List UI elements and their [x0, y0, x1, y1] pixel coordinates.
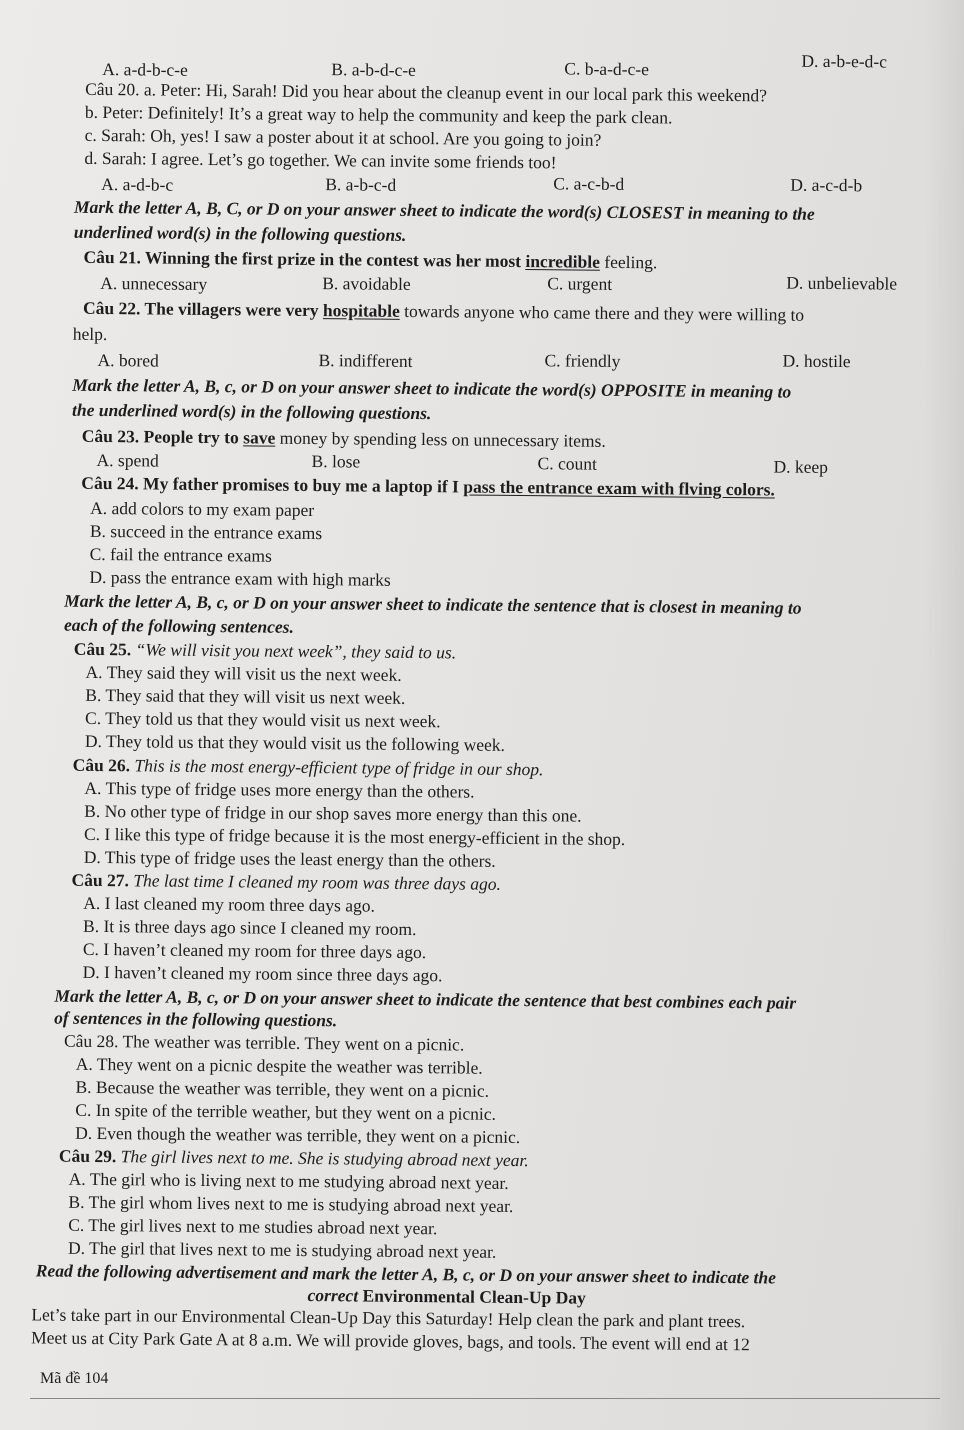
q23-option-b: B. lose — [311, 451, 361, 472]
q21-underlined: incredible — [525, 251, 601, 272]
q29-label: Câu 29. — [58, 1145, 121, 1167]
q20-option-c: C. a-c-b-d — [553, 173, 625, 194]
q28-option-c: C. In spite of the terrible weather, but they went on a picnic. — [75, 1099, 497, 1124]
q20-option-b: B. a-b-c-d — [325, 174, 397, 195]
q22-option-c: C. friendly — [544, 350, 621, 371]
q20-option-d: D. a-c-d-b — [790, 174, 863, 196]
q24-text: Câu 24. My father promises to buy me a laptop if I — [81, 472, 464, 497]
q26-sentence: This is the most energy-efficient type of fridge in our shop. — [134, 755, 544, 780]
q27-stem — [71, 870, 501, 894]
q25-sentence: “We will visit you next week”, they said to us. — [135, 639, 457, 663]
q20-stem: Câu 20. a. Peter: Hi, Sarah! Did you hear about the cleanup event in our local park this weekend? — [85, 78, 768, 106]
page-edge-shadow — [924, 0, 964, 1430]
q24-option-c: C. fail the entrance exams — [89, 543, 272, 566]
q22-option-b: B. indifferent — [318, 350, 413, 371]
q29-sentence: The girl lives next to me. She is studying abroad next year. — [120, 1146, 529, 1171]
q29-option-a: A. The girl who is living next to me studying abroad next year. — [68, 1168, 509, 1193]
q22-text: Câu 22. The villagers were very — [82, 297, 324, 321]
q20-line-b: b. Peter: Definitely! It’s a great way to help the community and keep the park clean. — [84, 101, 673, 128]
q19-option-c: C. b-a-d-c-e — [564, 58, 650, 80]
q22-stem — [83, 298, 804, 325]
q22-option-d: D. hostile — [782, 350, 851, 372]
q26-option-a: A. This type of fridge uses more energy than the others. — [84, 777, 475, 802]
q25-option-c: C. They told us that they would visit us next week. — [85, 707, 441, 732]
q21-option-a: A. unnecessary — [100, 272, 208, 295]
ad-title: Environmental Clean-Up Day — [362, 1285, 586, 1308]
q23-underlined: save — [243, 427, 276, 448]
q28-stem: Câu 28. The weather was terrible. They went on a picnic. — [63, 1030, 465, 1055]
q29-option-b: B. The girl whom lives next to me is studying abroad next year. — [68, 1191, 514, 1216]
reading-correct-word: correct — [307, 1285, 359, 1306]
q20-option-a: A. a-d-b-c — [101, 173, 174, 195]
q21-option-c: C. urgent — [547, 273, 613, 294]
q26-label: Câu 26. — [72, 754, 135, 776]
instruction-combine-line1: Mark the letter A, B, c, or D on your answer sheet to indicate the sentence that best combines each pair — [54, 985, 797, 1013]
q27-option-c: C. I haven’t cleaned my room for three days ago. — [82, 938, 427, 963]
ad-paragraph-line1: Let’s take part in our Environmental Clean-Up Day this Saturday! Help clean the park and plant trees. — [31, 1304, 746, 1332]
q19-option-a: A. a-d-b-c-e — [102, 58, 188, 80]
q28-option-b: B. Because the weather was terrible, they went on a picnic. — [75, 1076, 490, 1101]
q22-option-a: A. bored — [97, 349, 159, 371]
q27-option-a: A. I last cleaned my room three days ago. — [83, 892, 375, 916]
q21-option-b: B. avoidable — [322, 273, 411, 294]
q26-option-d: D. This type of fridge uses the least energy than the others. — [83, 846, 496, 871]
instruction-opposite-line2: the underlined word(s) in the following questions. — [71, 399, 432, 424]
q26-stem — [73, 755, 544, 780]
q27-sentence: The last time I cleaned my room was three days ago. — [133, 870, 501, 894]
q25-option-a: A. They said they will visit us the next week. — [85, 661, 402, 685]
q26-option-c: C. I like this type of fridge because it is the most energy-efficient in the shop. — [83, 823, 626, 850]
instruction-opposite-line1: Mark the letter A, B, c, or D on your answer sheet to indicate the word(s) OPPOSITE in meaning to — [72, 374, 792, 402]
q23-stem — [82, 426, 606, 451]
instruction-sentence-line2: each of the following sentences. — [63, 614, 295, 637]
reading-header — [307, 1285, 585, 1308]
q27-option-d: D. I haven’t cleaned my room since three days ago. — [82, 961, 443, 986]
q19-option-d: D. a-b-e-d-c — [801, 50, 888, 72]
q19-option-b: B. a-b-d-c-e — [331, 59, 416, 80]
q24-underlined: pass the entrance exam with flving colors. — [463, 476, 775, 500]
q24-option-d: D. pass the entrance exam with high marks — [89, 566, 391, 590]
q22-text-end: towards anyone who came there and they were willing to — [399, 300, 805, 325]
q24-option-a: A. add colors to my exam paper — [90, 497, 315, 521]
q24-stem — [81, 473, 775, 500]
instruction-sentence-line1: Mark the letter A, B, c, or D on your answer sheet to indicate the sentence that is closest in meaning to — [64, 590, 802, 618]
q23-option-a: A. spend — [96, 449, 159, 471]
q21-text: Câu 21. Winning the first prize in the contest was her most — [83, 246, 526, 272]
q25-option-d: D. They told us that they would visit us the following week. — [84, 730, 506, 755]
q20-line-c: c. Sarah: Oh, yes! I saw a poster about it at school. Are you going to join? — [84, 124, 602, 150]
instruction-closest-line1: Mark the letter A, B, C, or D on your answer sheet to indicate the word(s) CLOSEST in meaning to the — [73, 196, 815, 224]
q29-option-d: D. The girl that lives next to me is studying abroad next year. — [67, 1237, 497, 1262]
q21-text-end: feeling. — [599, 251, 658, 273]
q23-option-d: D. keep — [773, 456, 829, 477]
q20-line-d: d. Sarah: I agree. Let’s go together. We can invite some friends too! — [84, 147, 557, 173]
q29-stem — [59, 1146, 529, 1171]
instruction-combine-line2: of sentences in the following questions. — [54, 1007, 338, 1031]
q27-label: Câu 27. — [71, 869, 134, 891]
instruction-closest-line2: underlined word(s) in the following questions. — [73, 221, 407, 245]
reading-instruction: Read the following advertisement and mark the letter A, B, c, or D on your answer sheet to indicate the — [35, 1260, 777, 1288]
q28-option-a: A. They went on a picnic despite the weather was terrible. — [75, 1053, 483, 1078]
q26-option-b: B. No other type of fridge in our shop saves more energy than this one. — [84, 800, 582, 826]
exam-code: Mã đề 104 — [40, 1370, 109, 1387]
q25-stem — [74, 639, 457, 663]
footer-divider — [30, 1398, 940, 1399]
q23-text: Câu 23. People try to — [81, 425, 244, 448]
q25-option-b: B. They said that they will visit us next week. — [85, 684, 406, 708]
q21-option-d: D. unbelievable — [786, 272, 898, 294]
q24-option-b: B. succeed in the entrance exams — [89, 520, 323, 544]
q22-underlined: hospitable — [322, 300, 400, 321]
q23-text-end: money by spending less on unnecessary items. — [275, 427, 606, 451]
q22-stem-line2: help. — [72, 323, 108, 345]
q21-stem — [83, 247, 657, 273]
q29-option-c: C. The girl lives next to me studies abroad next year. — [68, 1214, 438, 1239]
q25-label: Câu 25. — [73, 638, 136, 660]
q27-option-b: B. It is three days ago since I cleaned my room. — [83, 915, 417, 940]
q23-option-c: C. count — [537, 453, 597, 474]
q28-option-d: D. Even though the weather was terrible, they went on a picnic. — [75, 1122, 521, 1148]
ad-paragraph-line2: Meet us at City Park Gate A at 8 a.m. We will provide gloves, bags, and tools. The event will end at 12 — [31, 1327, 750, 1355]
